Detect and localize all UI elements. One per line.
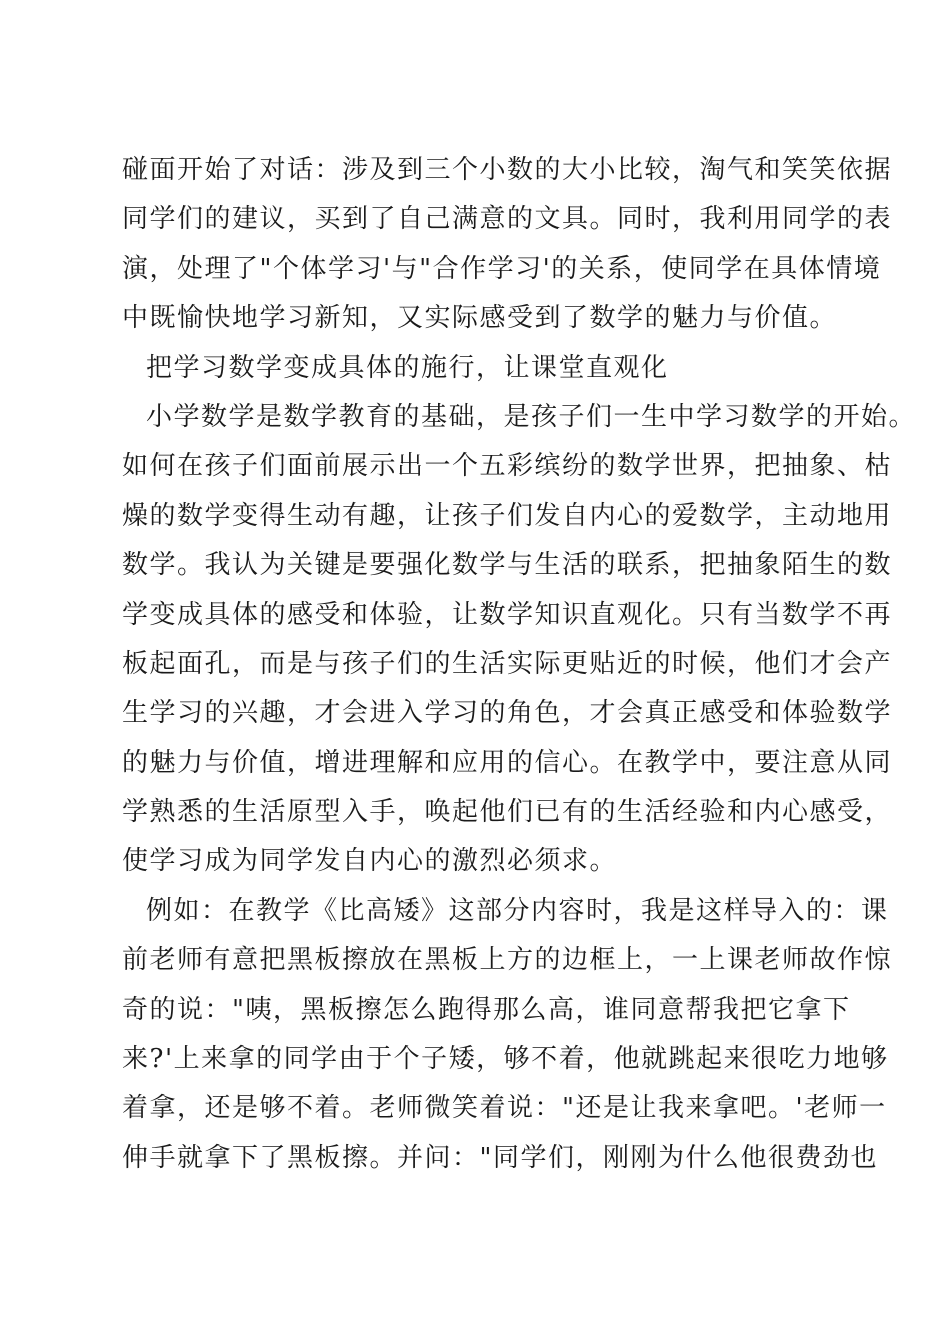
- text-line: 的魅力与价值，增进理解和应用的信心。在教学中，要注意从同: [122, 747, 893, 778]
- text-line: 例如：在教学《比高矮》这部分内容时，我是这样导入的：课: [146, 895, 889, 926]
- text-line: 中既愉快地学习新知，又实际感受到了数学的魅力与价值。: [122, 303, 838, 334]
- text-line: 着拿，还是够不着。老师微笑着说："还是让我来拿吧。'老师一: [122, 1093, 887, 1124]
- text-line: 板起面孔，而是与孩子们的生活实际更贴近的时候，他们才会产: [122, 648, 893, 679]
- text-line: 生学习的兴趣，才会进入学习的角色，才会真正感受和体验数学: [122, 698, 893, 729]
- text-line: 同学们的建议，买到了自己满意的文具。同时，我利用同学的表: [122, 204, 893, 235]
- text-line: 燥的数学变得生动有趣，让孩子们发自内心的爱数学，主动地用: [122, 500, 893, 531]
- text-line: 演，处理了"个体学习'与"合作学习'的关系，使同学在具体情境: [122, 253, 882, 284]
- text-line: 小学数学是数学教育的基础，是孩子们一生中学习数学的开始。: [146, 401, 917, 432]
- text-line: 学熟悉的生活原型入手，唤起他们已有的生活经验和内心感受，: [122, 797, 893, 828]
- text-line: 把学习数学变成具体的施行，让课堂直观化: [146, 352, 669, 383]
- text-line: 来?'上来拿的同学由于个子矮，够不着，他就跳起来很吃力地够: [122, 1044, 889, 1075]
- text-line: 如何在孩子们面前展示出一个五彩缤纷的数学世界，把抽象、枯: [122, 451, 893, 482]
- text-line: 奇的说："咦，黑板擦怎么跑得那么高，谁同意帮我把它拿下: [122, 994, 851, 1025]
- text-line: 伸手就拿下了黑板擦。并问："同学们，刚刚为什么他很费劲也: [122, 1142, 878, 1173]
- text-line: 前老师有意把黑板擦放在黑板上方的边框上，一上课老师故作惊: [122, 945, 893, 976]
- text-line: 数学。我认为关键是要强化数学与生活的联系，把抽象陌生的数: [122, 550, 893, 581]
- text-line: 学变成具体的感受和体验，让数学知识直观化。只有当数学不再: [122, 599, 893, 630]
- body-text: [122, 146, 917, 1183]
- text-line: 碰面开始了对话：涉及到三个小数的大小比较，淘气和笑笑依据: [122, 155, 893, 185]
- text-line: 使学习成为同学发自内心的激烈必须求。: [122, 846, 618, 877]
